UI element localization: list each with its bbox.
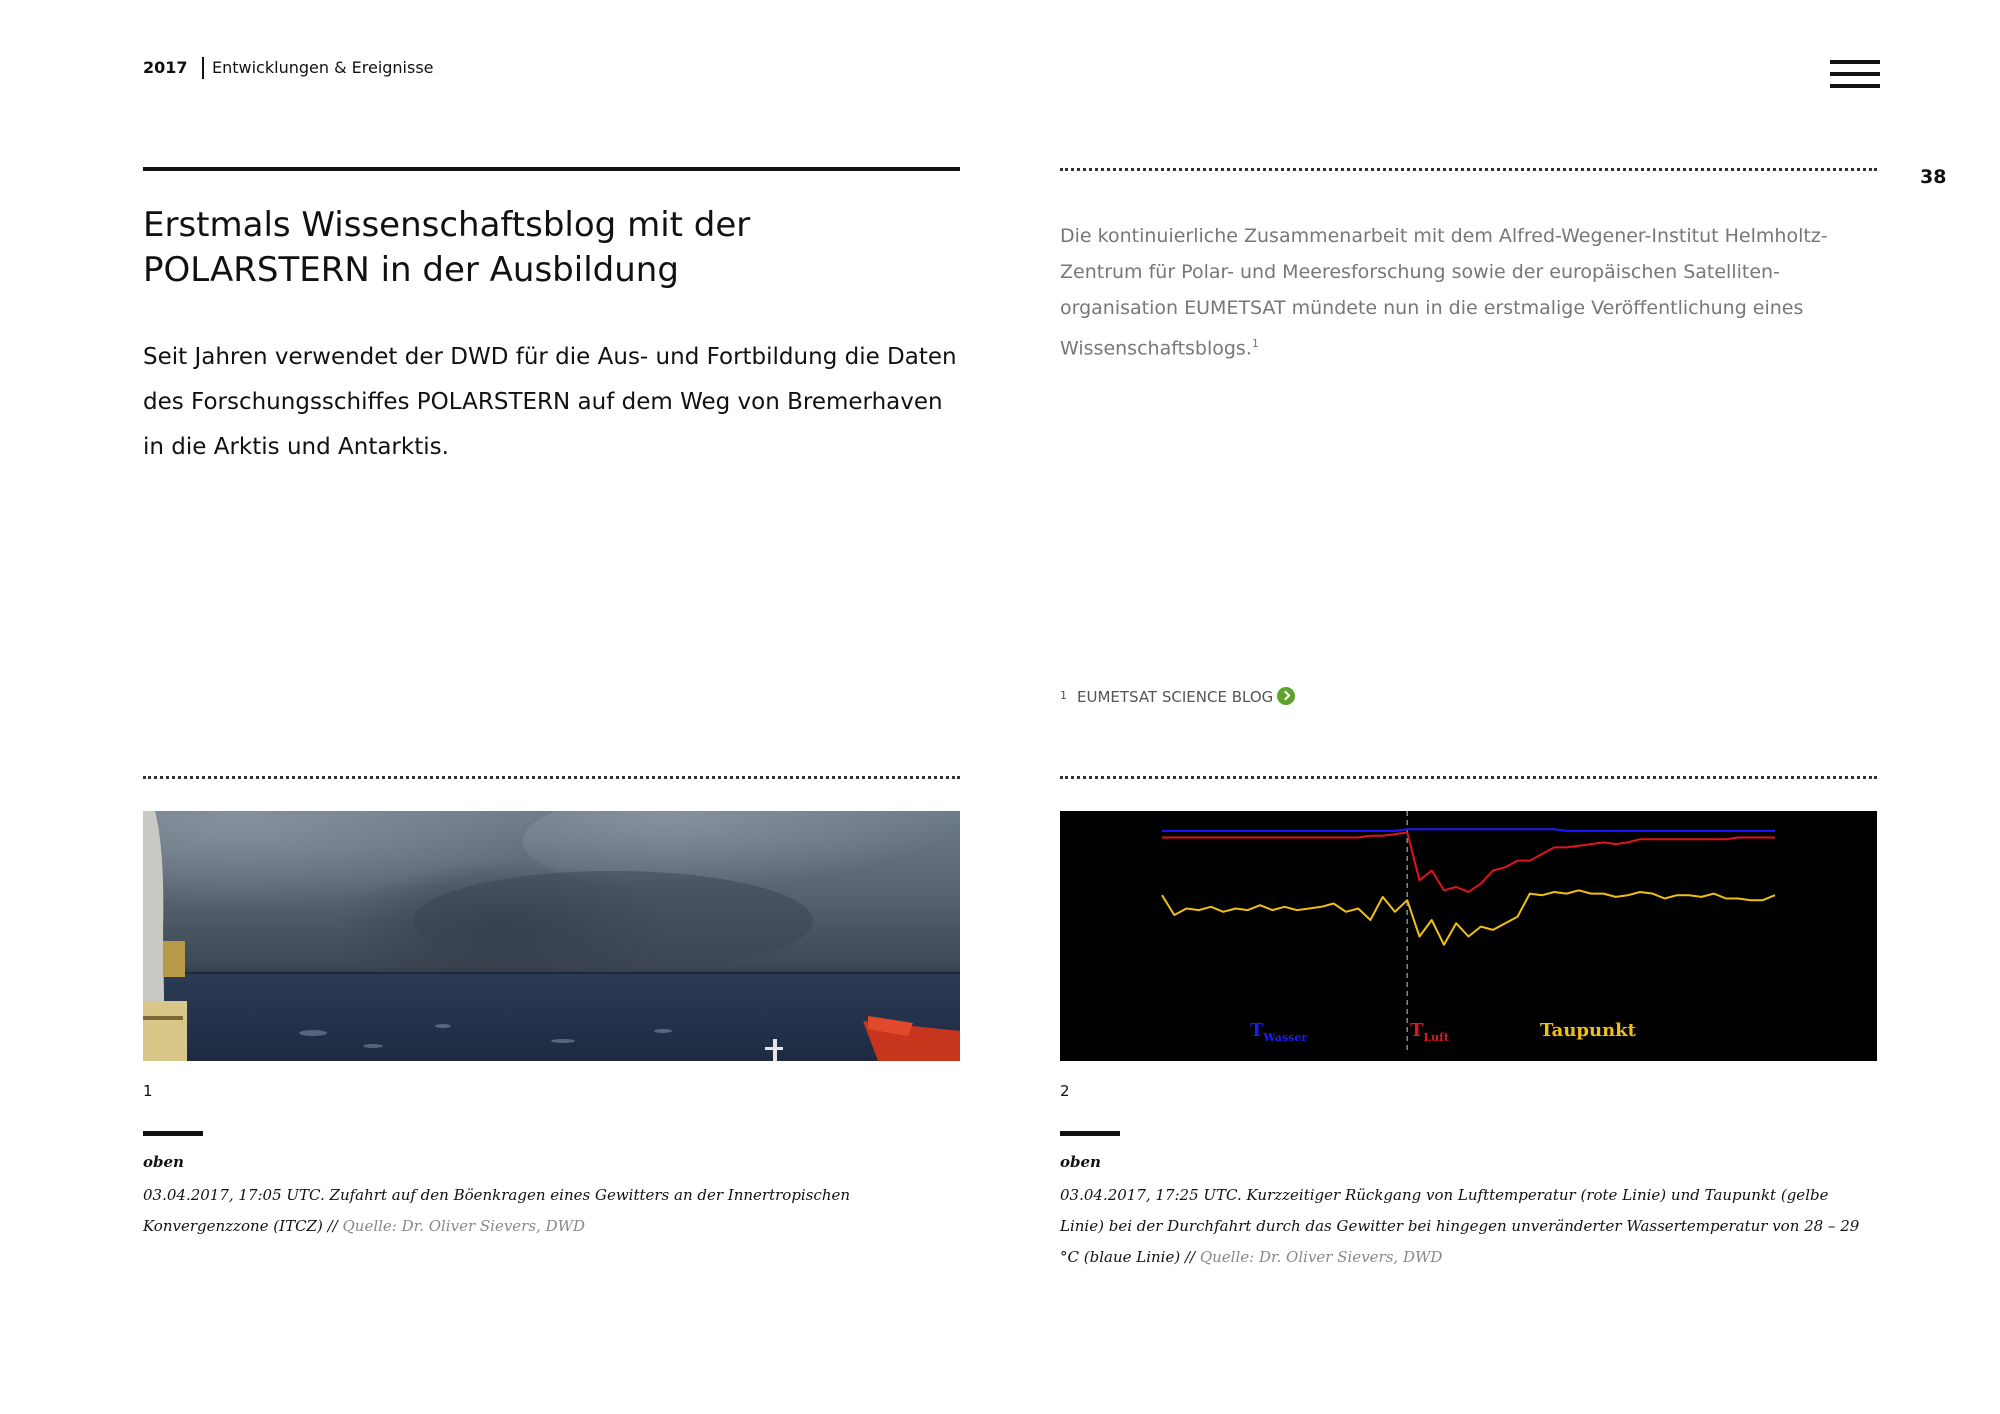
caption-rule xyxy=(1060,1131,1120,1136)
arrow-right-circle-icon[interactable] xyxy=(1277,687,1295,705)
header-year: 2017 xyxy=(143,58,188,77)
legend-entry-0: $T_{Wasser}$ xyxy=(1250,1020,1308,1044)
caption-source: Quelle: Dr. Oliver Sievers, DWD xyxy=(1199,1248,1443,1266)
hamburger-menu-icon[interactable] xyxy=(1830,60,1880,88)
caption-rule xyxy=(143,1131,203,1136)
eumetsat-blog-link[interactable]: EUMETSAT SCIENCE BLOG xyxy=(1077,688,1274,706)
article-headline: Erstmals Wissenschaftsblog mit der POLARSTERN in der Ausbildung xyxy=(143,205,751,290)
legend-subscript-1: Luft xyxy=(1423,1031,1449,1044)
footnote xyxy=(1060,688,1295,707)
article-body xyxy=(1060,218,1890,366)
header-section-title[interactable]: Entwicklungen & Ereignisse xyxy=(212,58,434,77)
series-line-1 xyxy=(1162,833,1775,893)
page-number: 38 xyxy=(1920,166,1947,188)
figure-caption xyxy=(143,1180,963,1242)
footnote-reference: 1 xyxy=(1251,337,1259,350)
caption-text: 03.04.2017, 17:25 UTC. Kurzzeitiger Rückgang von Lufttemperatur (rote Linie) und Taupunkt (gelbe Linie) bei der Durchfahrt durch das Gewitter bei hingegen unveränderter Wassertemperatur von 28 – 29 °C (blaue Linie) // xyxy=(1060,1186,1860,1266)
dotted-divider xyxy=(143,776,960,779)
legend-subscript-0: Wasser xyxy=(1263,1031,1308,1044)
series-line-0 xyxy=(1162,829,1775,831)
series-line-2 xyxy=(1162,890,1775,945)
header-divider xyxy=(202,57,204,79)
caption-title: oben xyxy=(1060,1153,1101,1171)
headline-rule xyxy=(143,167,960,171)
legend-entry-1: $T_{Luft}$ xyxy=(1410,1020,1449,1044)
caption-text: 03.04.2017, 17:05 UTC. Zufahrt auf den Böenkragen eines Gewitters an der Innertropischen Konvergenzzone (ITCZ) // xyxy=(143,1186,851,1235)
figure-number: 1 xyxy=(143,1082,153,1100)
dotted-divider xyxy=(1060,168,1877,171)
figure-number: 2 xyxy=(1060,1082,1070,1100)
caption-title: oben xyxy=(143,1153,184,1171)
temperature-chart xyxy=(1060,811,1877,1061)
dotted-divider xyxy=(1060,776,1877,779)
storm-photo xyxy=(143,811,960,1061)
footnote-number: 1 xyxy=(1060,689,1067,702)
temperature-chart-svg xyxy=(1060,811,1877,1061)
legend-entry-2: Taupunkt xyxy=(1540,1020,1636,1041)
figure-caption xyxy=(1060,1180,1860,1273)
article-body-text: Die kontinuierliche Zusammenarbeit mit dem Alfred-Wegener-Institut Helmholtz-Zentrum für Polar- und Meeresforschung sowie der europäischen Satelliten-organisation EUMETSAT mündete nun in die erstmalige Veröffentlichung eines Wissenschaftsblogs. xyxy=(1060,225,1828,360)
storm-photo-image xyxy=(143,811,960,1061)
article-lead: Seit Jahren verwendet der DWD für die Aus- und Fortbildung die Daten des Forschungsschiffes POLARSTERN auf dem Weg von Bremerhaven in die Arktis und Antarktis. xyxy=(143,344,957,460)
caption-source: Quelle: Dr. Oliver Sievers, DWD xyxy=(342,1217,586,1235)
